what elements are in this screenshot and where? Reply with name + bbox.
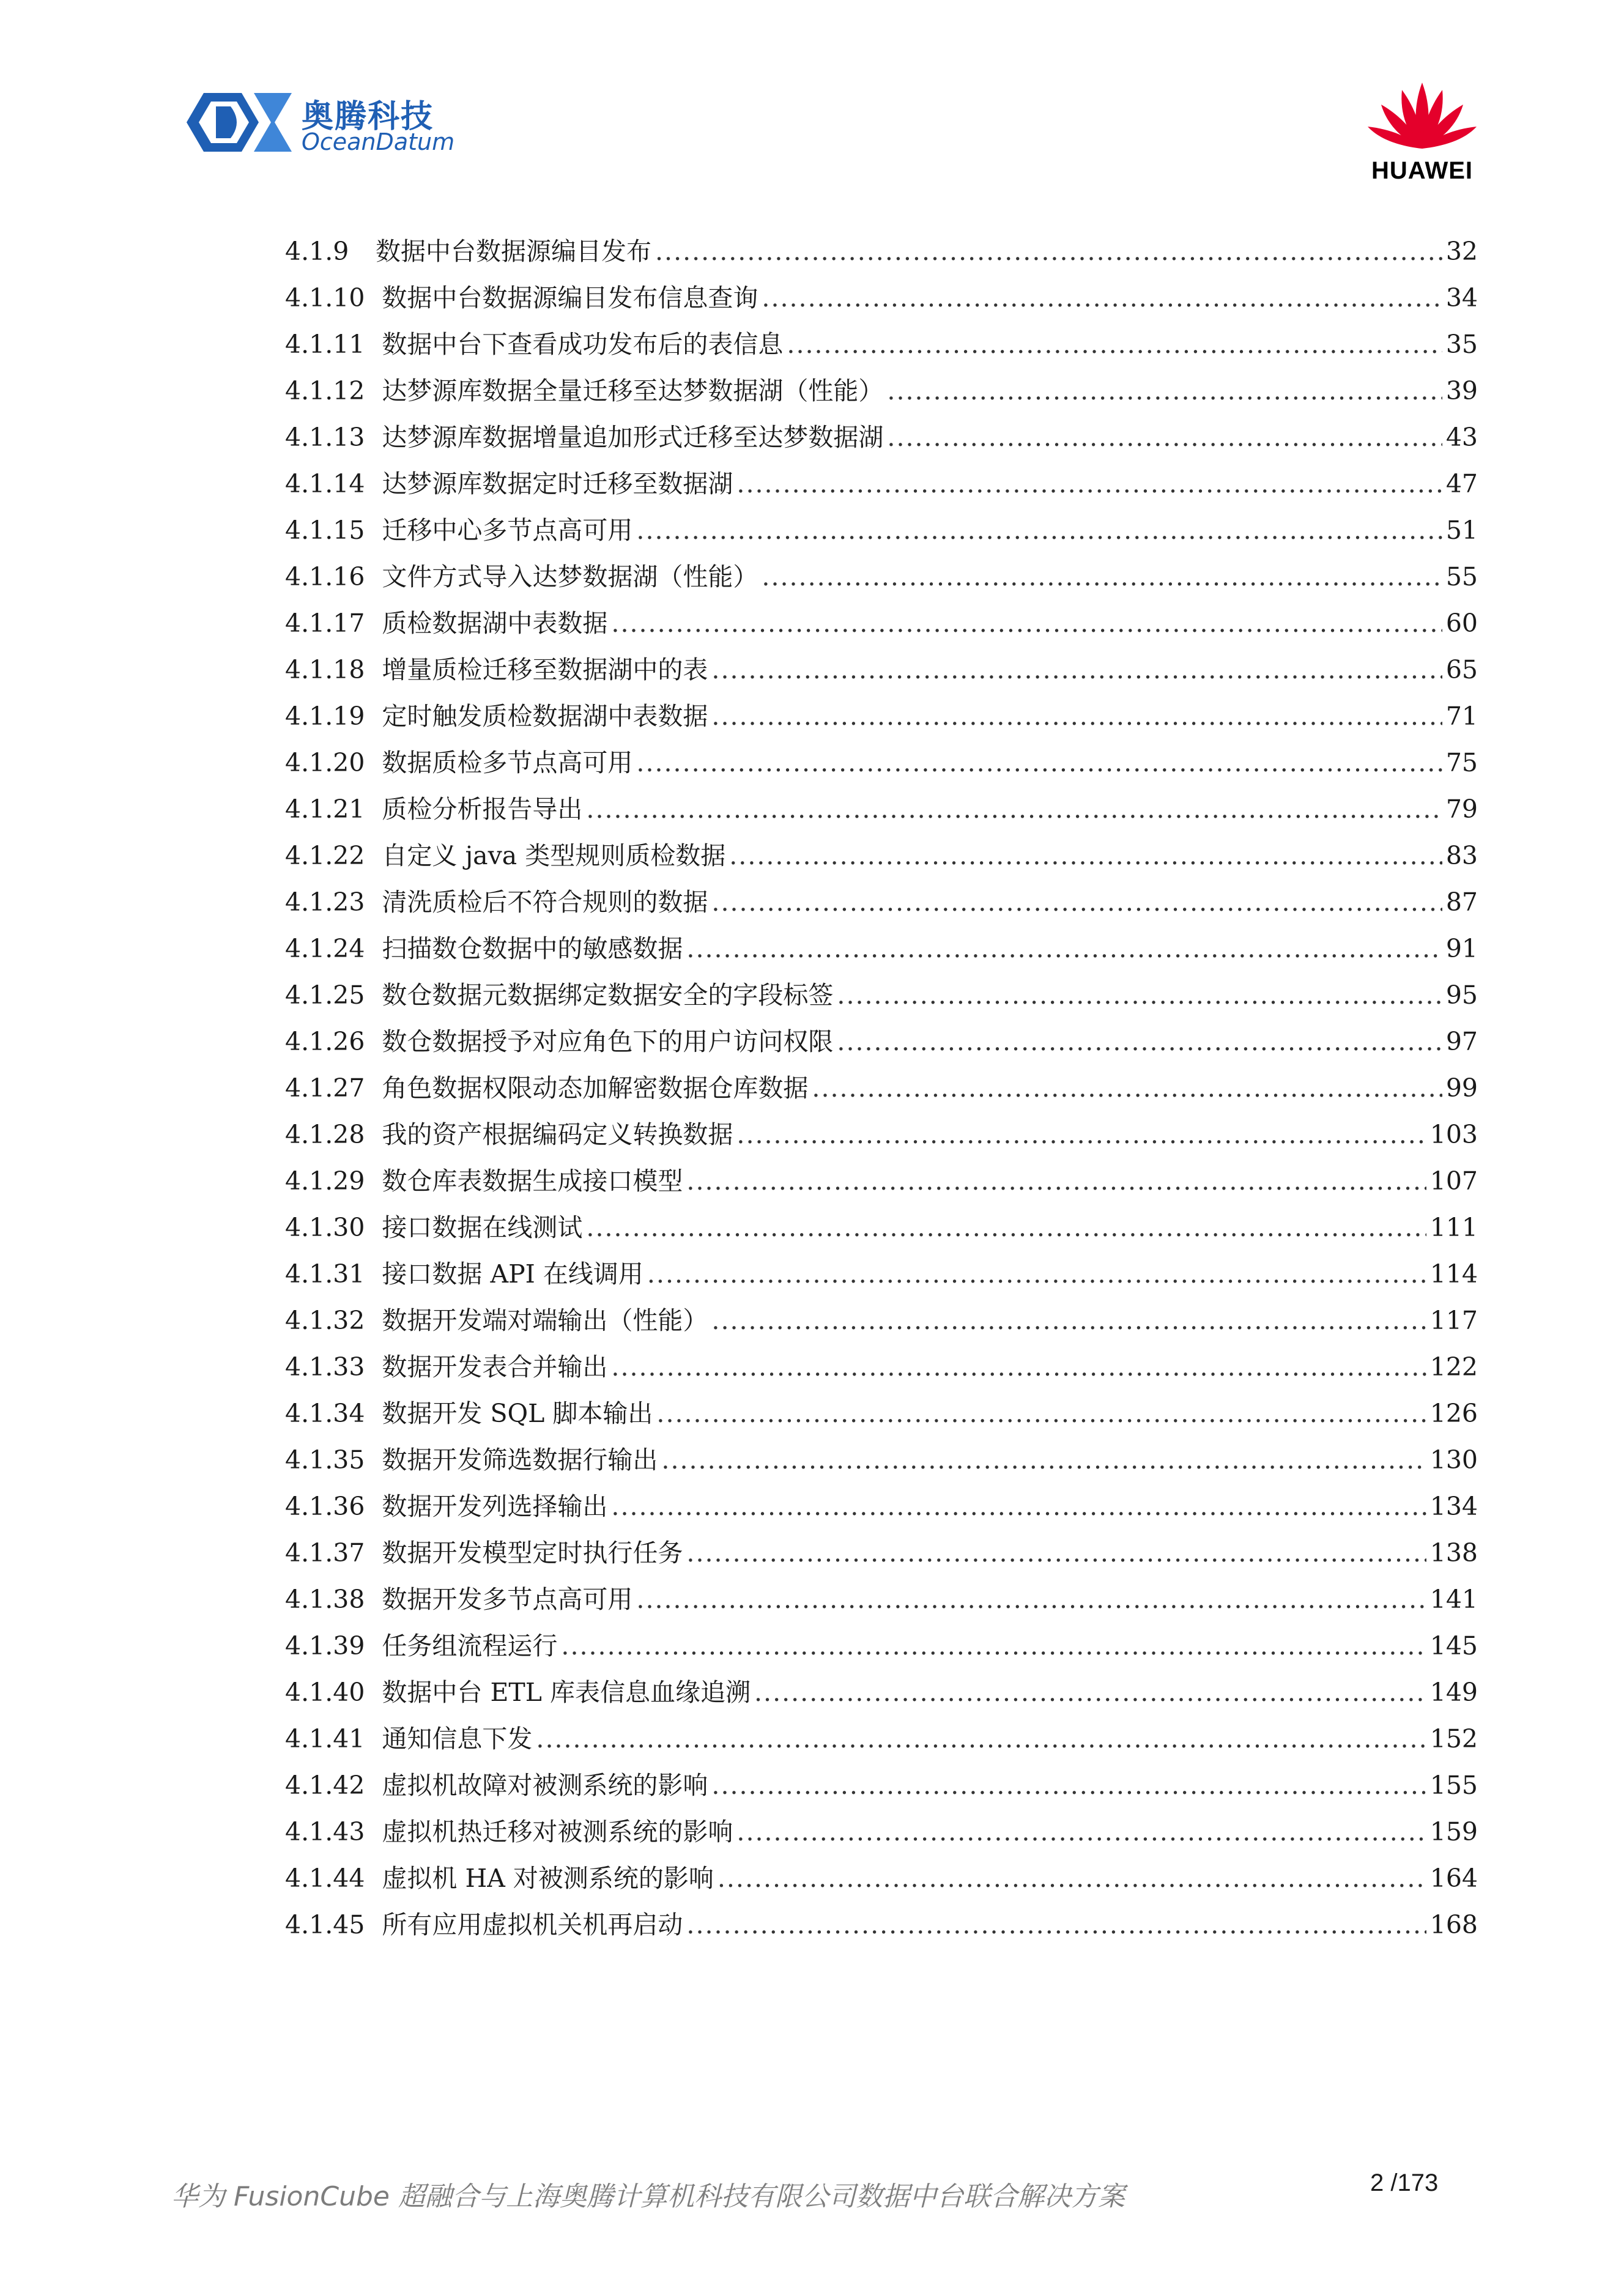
toc-dot-leader (661, 1445, 1426, 1475)
toc-entry-number: 4.1.42 (285, 1771, 365, 1800)
toc-dot-leader (729, 841, 1442, 870)
toc-entry-number: 4.1.13 (285, 423, 365, 452)
toc-entry[interactable] (285, 696, 1478, 742)
toc-entry-title: 接口数据 API 在线调用 (382, 1259, 643, 1289)
toc-dot-leader (736, 469, 1442, 498)
toc-entry[interactable] (285, 417, 1478, 464)
toc-entry-number: 4.1.22 (285, 841, 365, 870)
toc-entry-number: 4.1.36 (285, 1492, 365, 1521)
toc-dot-leader (736, 1120, 1426, 1149)
toc-entry-page: 39 (1445, 376, 1478, 406)
toc-dot-leader (837, 980, 1442, 1010)
toc-entry-title: 数据开发模型定时执行任务 (382, 1538, 683, 1568)
toc-dot-leader (686, 1538, 1426, 1568)
toc-entry-page: 159 (1429, 1817, 1478, 1846)
oceandatum-emblem-icon (187, 86, 297, 159)
toc-entry-number: 4.1.20 (285, 748, 365, 777)
toc-entry[interactable] (285, 231, 1478, 278)
table-of-contents (285, 231, 1478, 1951)
toc-entry-page: 134 (1429, 1492, 1478, 1521)
logo-chinese-name: 奥腾科技 (302, 98, 434, 135)
toc-entry[interactable] (285, 1858, 1478, 1905)
toc-dot-leader (656, 1399, 1426, 1428)
toc-entry-number: 4.1.17 (285, 609, 365, 638)
toc-entry-page: 155 (1429, 1771, 1478, 1800)
toc-dot-leader (686, 1166, 1426, 1196)
toc-entry[interactable] (285, 1579, 1478, 1626)
toc-dot-leader (636, 516, 1442, 545)
toc-entry-number: 4.1.27 (285, 1073, 365, 1103)
footer-document-title: 华为 FusionCube 超融合与上海奥腾计算机科技有限公司数据中台联合解决方案 (171, 2181, 1125, 2212)
toc-entry-title: 数据质检多节点高可用 (382, 748, 633, 777)
toc-entry-title: 数据开发列选择输出 (382, 1492, 608, 1521)
toc-entry-title: 我的资产根据编码定义转换数据 (382, 1120, 733, 1149)
oceandatum-logo (187, 86, 462, 159)
toc-entry[interactable] (285, 1114, 1478, 1161)
toc-entry-title: 数据开发端对端输出（性能） (382, 1306, 708, 1335)
toc-entry-page: 97 (1445, 1027, 1478, 1056)
toc-entry-page: 79 (1445, 794, 1478, 824)
toc-entry-number: 4.1.34 (285, 1399, 365, 1428)
page-counter: 2 /173 (1370, 2169, 1439, 2196)
toc-dot-leader (887, 423, 1442, 452)
huawei-logo (1364, 76, 1480, 187)
toc-entry-title: 达梦源库数据全量迁移至达梦数据湖（性能） (382, 376, 884, 406)
toc-entry-title: 数仓数据元数据绑定数据安全的字段标签 (382, 980, 834, 1010)
toc-entry-page: 83 (1445, 841, 1478, 870)
toc-entry[interactable] (285, 1486, 1478, 1533)
toc-entry-page: 91 (1445, 934, 1478, 963)
toc-entry-title: 数据开发筛选数据行输出 (382, 1445, 658, 1475)
toc-entry[interactable] (285, 1347, 1478, 1393)
toc-entry-title: 文件方式导入达梦数据湖（性能） (382, 562, 758, 591)
toc-entry-number: 4.1.9 (285, 237, 349, 266)
toc-dot-leader (812, 1073, 1442, 1103)
toc-dot-leader (636, 1585, 1426, 1614)
toc-entry-title: 数据中台数据源编目发布 (376, 237, 651, 266)
toc-entry-number: 4.1.33 (285, 1352, 365, 1382)
toc-entry-number: 4.1.37 (285, 1538, 365, 1568)
toc-entry-title: 数据中台 ETL 库表信息血缘追溯 (382, 1678, 751, 1707)
toc-entry[interactable] (285, 278, 1478, 324)
toc-entry-title: 虚拟机 HA 对被测系统的影响 (382, 1864, 714, 1893)
toc-entry-number: 4.1.10 (285, 283, 365, 313)
toc-entry-number: 4.1.43 (285, 1817, 365, 1846)
toc-dot-leader (686, 1910, 1426, 1939)
toc-dot-leader (736, 1817, 1426, 1846)
toc-dot-leader (611, 1492, 1426, 1521)
toc-entry-number: 4.1.32 (285, 1306, 365, 1335)
toc-entry-title: 定时触发质检数据湖中表数据 (382, 702, 708, 731)
toc-entry-number: 4.1.31 (285, 1259, 365, 1289)
toc-dot-leader (711, 702, 1442, 731)
toc-entry-page: 87 (1445, 887, 1478, 917)
toc-dot-leader (647, 1259, 1426, 1289)
toc-dot-leader (611, 609, 1442, 638)
toc-entry-number: 4.1.29 (285, 1166, 365, 1196)
toc-entry[interactable] (285, 1672, 1478, 1719)
toc-entry-number: 4.1.12 (285, 376, 365, 406)
toc-entry-title: 清洗质检后不符合规则的数据 (382, 887, 708, 917)
toc-entry-title: 数据中台数据源编目发布信息查询 (382, 283, 758, 313)
toc-dot-leader (561, 1631, 1426, 1661)
toc-entry[interactable] (285, 464, 1478, 510)
toc-entry[interactable] (285, 324, 1478, 371)
toc-entry[interactable] (285, 603, 1478, 650)
toc-entry-page: 152 (1429, 1724, 1478, 1753)
toc-entry-page: 99 (1445, 1073, 1478, 1103)
toc-entry[interactable] (285, 928, 1478, 975)
toc-entry-title: 数据开发表合并输出 (382, 1352, 608, 1382)
toc-entry-title: 自定义 java 类型规则质检数据 (382, 841, 726, 870)
toc-dot-leader (762, 283, 1442, 313)
toc-entry-title: 数据开发多节点高可用 (382, 1585, 633, 1614)
toc-entry-number: 4.1.14 (285, 469, 365, 498)
toc-entry[interactable] (285, 742, 1478, 789)
toc-entry[interactable] (285, 1393, 1478, 1440)
toc-entry-title: 数仓数据授予对应角色下的用户访问权限 (382, 1027, 834, 1056)
toc-dot-leader (711, 887, 1442, 917)
toc-entry-page: 149 (1429, 1678, 1478, 1707)
toc-entry[interactable] (285, 557, 1478, 603)
toc-entry-page: 47 (1445, 469, 1478, 498)
huawei-petals-icon (1364, 76, 1480, 156)
toc-entry-title: 角色数据权限动态加解密数据仓库数据 (382, 1073, 809, 1103)
toc-entry-number: 4.1.21 (285, 794, 365, 824)
toc-dot-leader (586, 1213, 1426, 1242)
toc-dot-leader (536, 1724, 1426, 1753)
toc-entry-title: 虚拟机热迁移对被测系统的影响 (382, 1817, 733, 1846)
toc-entry-page: 51 (1445, 516, 1478, 545)
toc-entry[interactable] (285, 1812, 1478, 1858)
toc-entry-page: 95 (1445, 980, 1478, 1010)
toc-entry-title: 通知信息下发 (382, 1724, 533, 1753)
toc-dot-leader (711, 655, 1442, 684)
toc-entry-number: 4.1.41 (285, 1724, 365, 1753)
toc-entry-title: 质检数据湖中表数据 (382, 609, 608, 638)
toc-entry[interactable] (285, 835, 1478, 882)
toc-entry-title: 质检分析报告导出 (382, 794, 583, 824)
toc-entry-page: 71 (1445, 702, 1478, 731)
toc-entry[interactable] (285, 650, 1478, 696)
toc-entry[interactable] (285, 882, 1478, 928)
toc-entry-number: 4.1.19 (285, 702, 365, 731)
toc-entry-page: 60 (1445, 609, 1478, 638)
toc-entry-page: 126 (1429, 1399, 1478, 1428)
toc-entry-number: 4.1.15 (285, 516, 365, 545)
toc-entry-number: 4.1.23 (285, 887, 365, 917)
toc-entry[interactable] (285, 1626, 1478, 1672)
toc-entry-page: 75 (1445, 748, 1478, 777)
toc-dot-leader (711, 1771, 1426, 1800)
toc-entry-title: 接口数据在线测试 (382, 1213, 583, 1242)
toc-entry-page: 65 (1445, 655, 1478, 684)
toc-entry-title: 数据开发 SQL 脚本输出 (382, 1399, 653, 1428)
toc-entry[interactable] (285, 1068, 1478, 1114)
toc-entry-page: 111 (1429, 1213, 1478, 1242)
toc-entry-title: 所有应用虚拟机关机再启动 (382, 1910, 683, 1939)
toc-entry-title: 数仓库表数据生成接口模型 (382, 1166, 683, 1196)
toc-entry-page: 164 (1429, 1864, 1478, 1893)
toc-entry-page: 138 (1429, 1538, 1478, 1568)
logo-english-name: OceanDatum (302, 128, 455, 155)
toc-entry-title: 达梦源库数据定时迁移至数据湖 (382, 469, 733, 498)
toc-entry[interactable] (285, 1765, 1478, 1812)
toc-dot-leader (754, 1678, 1426, 1707)
toc-entry-page: 145 (1429, 1631, 1478, 1661)
toc-entry[interactable] (285, 1719, 1478, 1765)
toc-entry-number: 4.1.24 (285, 934, 365, 963)
toc-entry-title: 迁移中心多节点高可用 (382, 516, 633, 545)
toc-entry-page: 141 (1429, 1585, 1478, 1614)
toc-entry-title: 达梦源库数据增量追加形式迁移至达梦数据湖 (382, 423, 884, 452)
toc-dot-leader (636, 748, 1442, 777)
toc-entry-number: 4.1.26 (285, 1027, 365, 1056)
toc-entry-page: 130 (1429, 1445, 1478, 1475)
toc-entry-number: 4.1.18 (285, 655, 365, 684)
toc-dot-leader (787, 330, 1442, 359)
toc-entry-number: 4.1.28 (285, 1120, 365, 1149)
toc-dot-leader (686, 934, 1442, 963)
toc-entry-number: 4.1.35 (285, 1445, 365, 1475)
toc-entry-title: 数据中台下查看成功发布后的表信息 (382, 330, 784, 359)
toc-dot-leader (837, 1027, 1442, 1056)
toc-dot-leader (586, 794, 1442, 824)
toc-entry[interactable] (285, 1254, 1478, 1300)
toc-entry[interactable] (285, 1300, 1478, 1347)
toc-entry-title: 虚拟机故障对被测系统的影响 (382, 1771, 708, 1800)
toc-entry[interactable] (285, 1207, 1478, 1254)
toc-entry-page: 35 (1445, 330, 1478, 359)
toc-entry-title: 增量质检迁移至数据湖中的表 (382, 655, 708, 684)
toc-entry-page: 117 (1429, 1306, 1478, 1335)
toc-entry-page: 55 (1445, 562, 1478, 591)
toc-dot-leader (717, 1864, 1426, 1893)
toc-entry-number: 4.1.44 (285, 1864, 365, 1893)
toc-entry-number: 4.1.11 (285, 330, 365, 359)
toc-entry[interactable] (285, 1021, 1478, 1068)
toc-entry-number: 4.1.39 (285, 1631, 365, 1661)
toc-entry-page: 34 (1445, 283, 1478, 313)
toc-entry-page: 103 (1429, 1120, 1478, 1149)
toc-entry[interactable] (285, 975, 1478, 1021)
toc-dot-leader (611, 1352, 1426, 1382)
toc-entry[interactable] (285, 1533, 1478, 1579)
toc-entry-number: 4.1.40 (285, 1678, 365, 1707)
toc-entry-number: 4.1.25 (285, 980, 365, 1010)
toc-entry-page: 168 (1429, 1910, 1478, 1939)
toc-entry-page: 43 (1445, 423, 1478, 452)
toc-entry[interactable] (285, 510, 1478, 557)
toc-entry-number: 4.1.38 (285, 1585, 365, 1614)
toc-entry[interactable] (285, 1440, 1478, 1486)
toc-dot-leader (655, 237, 1442, 266)
toc-entry[interactable] (285, 371, 1478, 417)
toc-entry-title: 任务组流程运行 (382, 1631, 558, 1661)
toc-dot-leader (762, 562, 1442, 591)
toc-entry-page: 32 (1445, 237, 1478, 266)
toc-entry[interactable] (285, 789, 1478, 835)
toc-entry[interactable] (285, 1905, 1478, 1951)
toc-entry-page: 122 (1429, 1352, 1478, 1382)
toc-dot-leader (711, 1306, 1426, 1335)
toc-entry-number: 4.1.45 (285, 1910, 365, 1939)
toc-entry[interactable] (285, 1161, 1478, 1207)
toc-dot-leader (887, 376, 1442, 406)
toc-entry-page: 114 (1429, 1259, 1478, 1289)
toc-entry-number: 4.1.30 (285, 1213, 365, 1242)
toc-entry-title: 扫描数仓数据中的敏感数据 (382, 934, 683, 963)
toc-entry-number: 4.1.16 (285, 562, 365, 591)
huawei-wordmark: HUAWEI (1371, 157, 1473, 184)
toc-entry-page: 107 (1429, 1166, 1478, 1196)
